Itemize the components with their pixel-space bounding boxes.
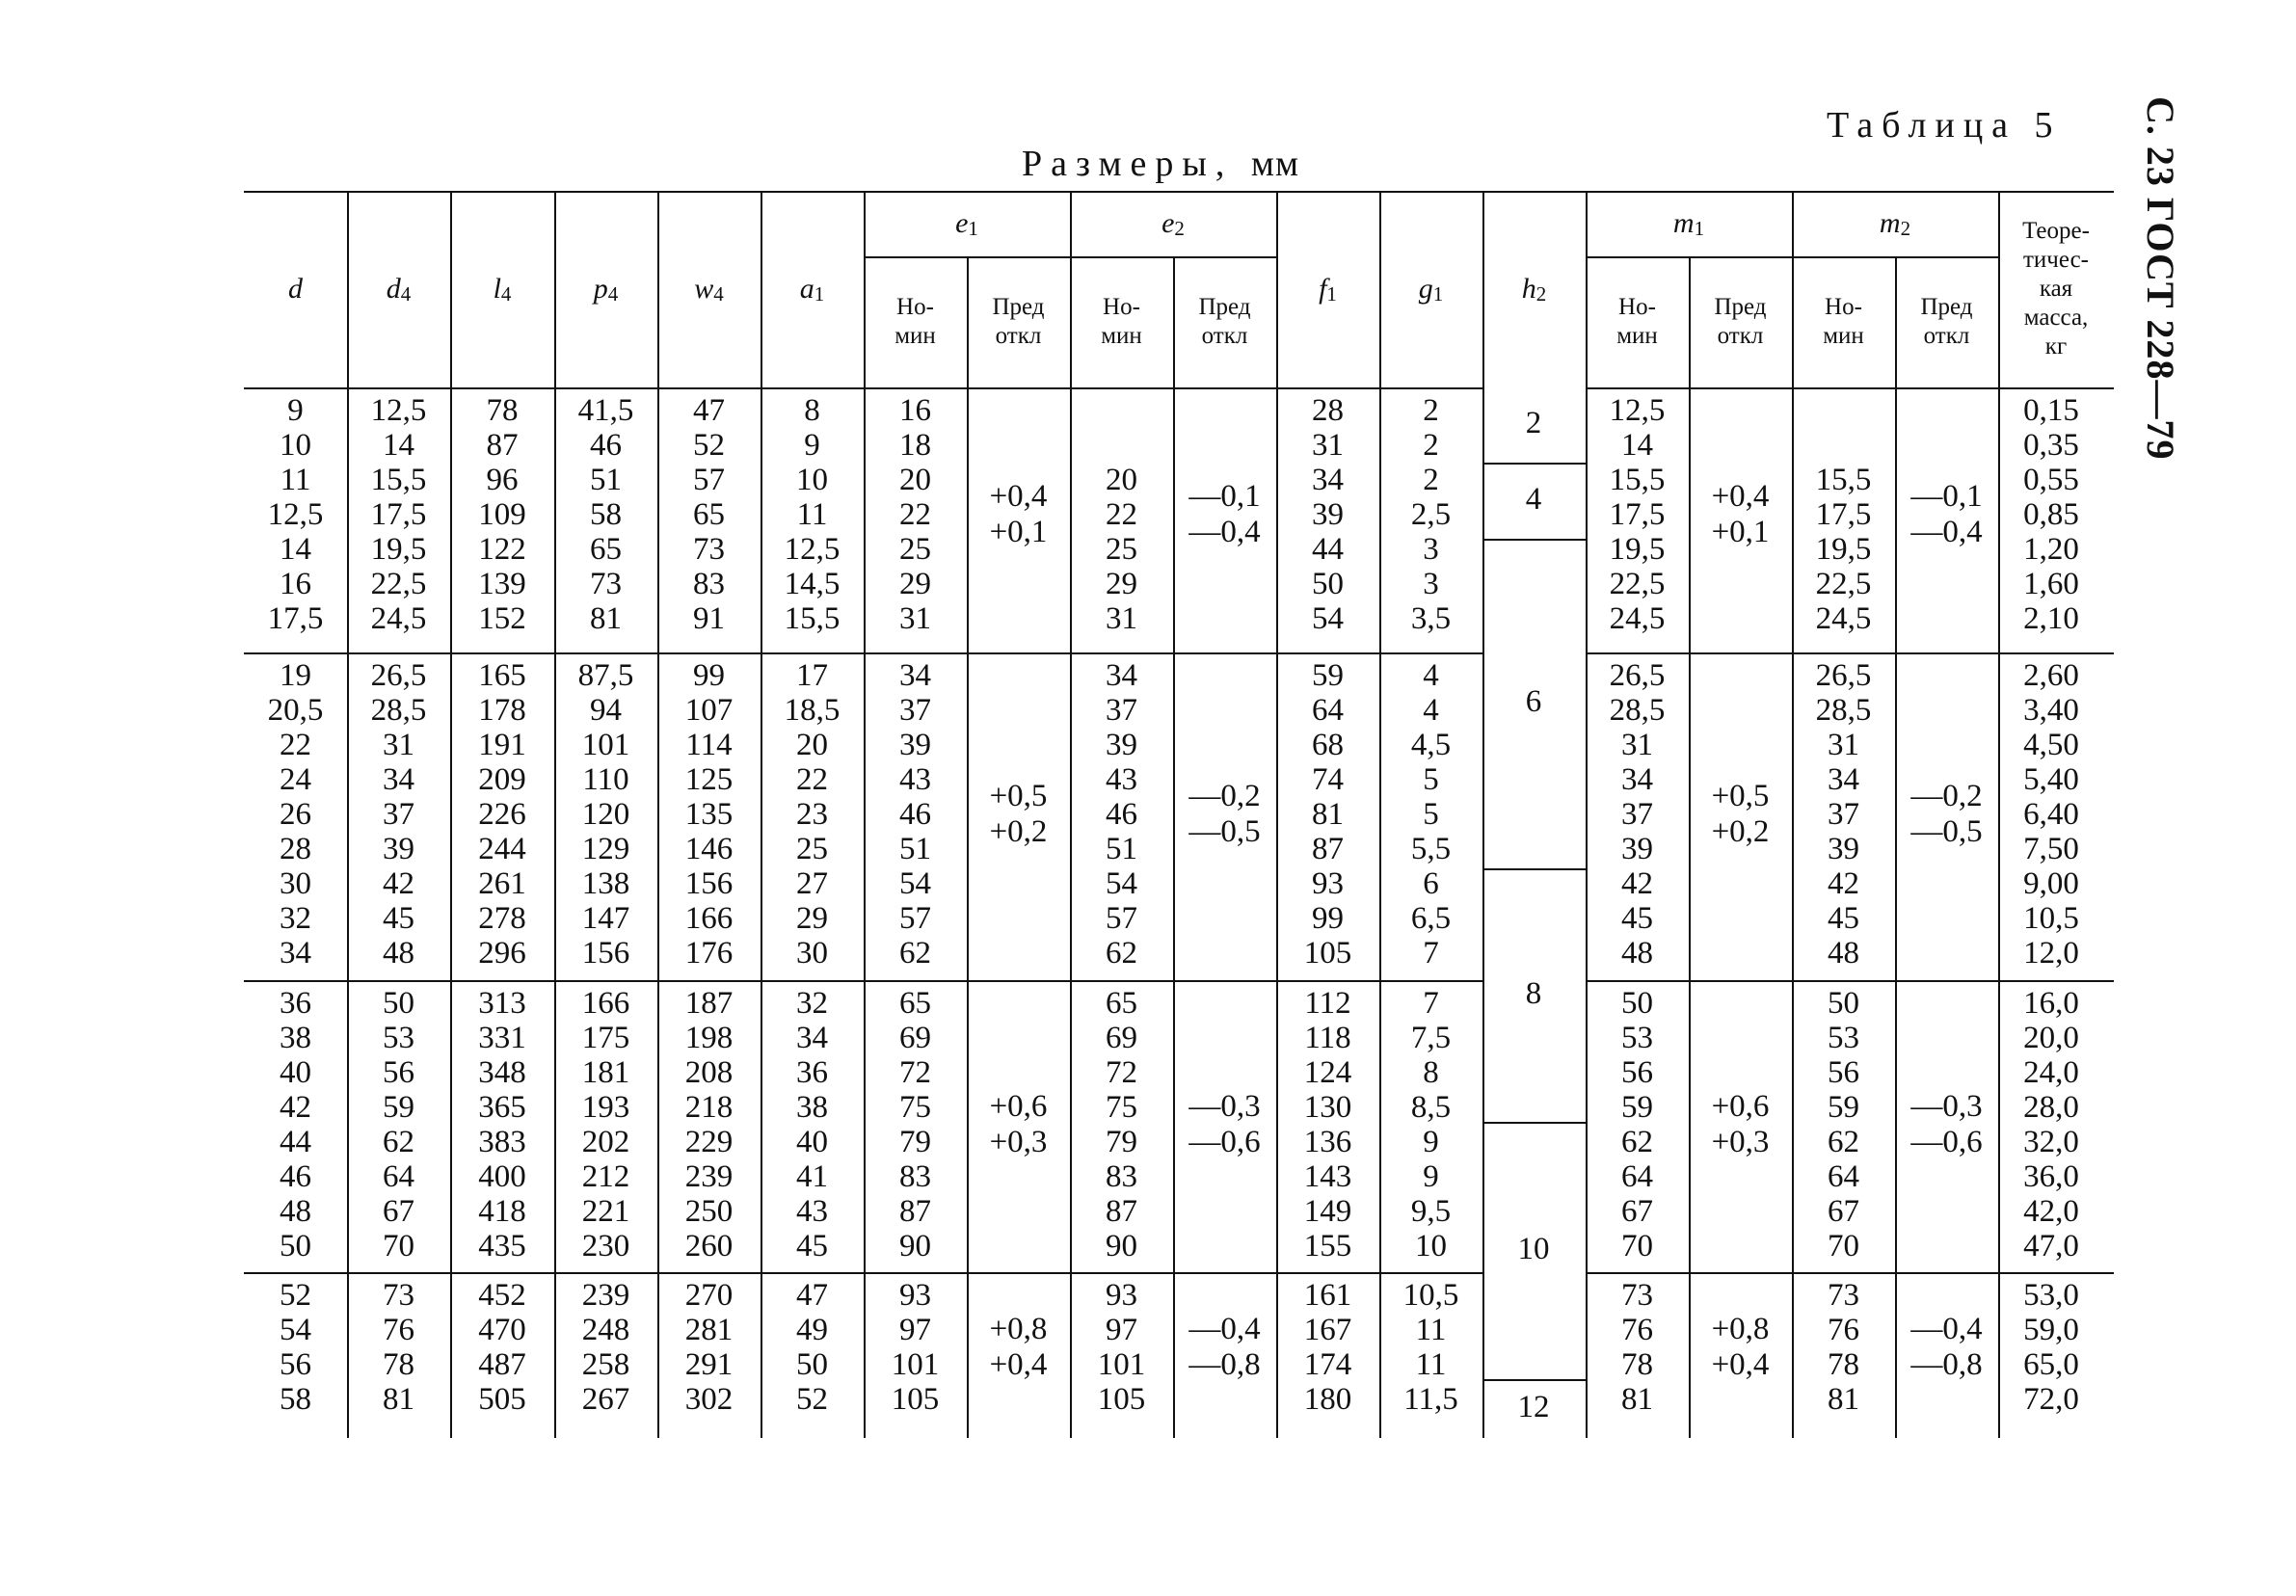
column-e1-nom: 93 97 101 105 — [891, 1278, 940, 1417]
header-l4: l 4 — [493, 272, 512, 306]
column-g1: 2 2 2 2,5 3 3 3,5 — [1410, 393, 1452, 636]
caption-text: Размеры, — [1022, 144, 1234, 184]
column-a1: 8 9 10 11 12,5 14,5 15,5 — [784, 393, 841, 636]
table-number: Таблица 5 — [1827, 105, 2062, 146]
tolerance-e2-tol: —0,2 —0,5 — [1188, 779, 1261, 849]
tolerance-e1-tol: +0,4 +0,1 — [989, 479, 1048, 549]
column-m1-nom: 50 53 56 59 62 64 67 70 — [1621, 986, 1653, 1264]
header-m1-deviation: Пред откл — [1714, 293, 1767, 349]
h2-value: 10 — [1517, 1231, 1550, 1266]
column-g1: 10,5 11 11 11,5 — [1402, 1278, 1459, 1417]
column-p4: 41,5 46 51 58 65 73 81 — [577, 393, 634, 636]
tolerance-m2-tol: —0,3 —0,6 — [1910, 1089, 1983, 1159]
header-m2: m 2 — [1879, 206, 1911, 241]
h2-rule — [1482, 1379, 1586, 1381]
header-e1-nominal: Но- мин — [894, 293, 936, 349]
column-a1: 17 18,5 20 22 23 25 27 29 30 — [784, 658, 841, 971]
column-l4: 165 178 191 209 226 244 261 278 296 — [478, 658, 526, 971]
header-e2: e 2 — [1161, 206, 1185, 241]
header-mass: Теоре- тичес- кая масса, кг — [2022, 218, 2090, 359]
column-w4: 270 281 291 302 — [684, 1278, 734, 1417]
column-p4: 239 248 258 267 — [581, 1278, 630, 1417]
column-mass: 2,60 3,40 4,50 5,40 6,40 7,50 9,00 10,5 12,0 — [2023, 658, 2079, 971]
column-p4: 166 175 181 193 202 212 221 230 — [581, 986, 630, 1264]
column-d: 19 20,5 22 24 26 28 30 32 34 — [267, 658, 324, 971]
column-e2-nom: 20 22 25 29 31 — [1106, 463, 1137, 636]
header-a1: a 1 — [799, 272, 825, 306]
column-d4: 73 76 78 81 — [383, 1278, 414, 1417]
group-rule — [244, 980, 1482, 982]
column-e1-nom: 34 37 39 43 46 51 54 57 62 — [899, 658, 931, 971]
tolerance-m1-tol: +0,6 +0,3 — [1711, 1089, 1770, 1159]
group-rule — [1586, 652, 2114, 654]
column-f1: 161 167 174 180 — [1303, 1278, 1352, 1417]
tolerance-e1-tol: +0,8 +0,4 — [989, 1312, 1048, 1382]
header-e2-nominal: Но- мин — [1101, 293, 1142, 349]
column-mass: 53,0 59,0 65,0 72,0 — [2023, 1278, 2079, 1417]
header-bottom-rule — [1586, 387, 2114, 389]
column-m1-nom: 73 76 78 81 — [1621, 1278, 1653, 1417]
group-rule — [244, 1272, 1482, 1274]
h2-rule — [1482, 1122, 1586, 1124]
column-e2-nom: 34 37 39 43 46 51 54 57 62 — [1106, 658, 1137, 971]
h2-rule — [1482, 539, 1586, 541]
column-a1: 32 34 36 38 40 41 43 45 — [796, 986, 828, 1264]
column-d: 9 10 11 12,5 14 16 17,5 — [267, 393, 324, 636]
column-m2-nom: 26,5 28,5 31 34 37 39 42 45 48 — [1815, 658, 1872, 971]
column-m2-nom: 50 53 56 59 62 64 67 70 — [1828, 986, 1859, 1264]
tolerance-e1-tol: +0,6 +0,3 — [989, 1089, 1048, 1159]
header-w4: w 4 — [694, 272, 724, 306]
column-w4: 99 107 114 125 135 146 156 166 176 — [684, 658, 734, 971]
header-m1-nominal: Но- мин — [1616, 293, 1658, 349]
column-f1: 28 31 34 39 44 50 54 — [1312, 393, 1344, 636]
h2-rule — [1482, 868, 1586, 870]
column-f1: 112 118 124 130 136 143 149 155 — [1303, 986, 1352, 1264]
tolerance-e2-tol: —0,1 —0,4 — [1188, 479, 1261, 549]
h2-rule — [1482, 463, 1586, 465]
h2-value: 4 — [1525, 481, 1542, 517]
column-l4: 313 331 348 365 383 400 418 435 — [478, 986, 526, 1264]
column-e1-nom: 16 18 20 22 25 29 31 — [899, 393, 931, 636]
column-e2-nom: 93 97 101 105 — [1097, 1278, 1146, 1417]
column-m1-nom: 12,5 14 15,5 17,5 19,5 22,5 24,5 — [1609, 393, 1666, 636]
column-p4: 87,5 94 101 110 120 129 138 147 156 — [577, 658, 634, 971]
tolerance-m1-tol: +0,4 +0,1 — [1711, 479, 1770, 549]
tolerance-m2-tol: —0,4 —0,8 — [1910, 1312, 1983, 1382]
h2-value: 2 — [1525, 406, 1542, 440]
tolerance-m1-tol: +0,8 +0,4 — [1711, 1312, 1770, 1382]
column-l4: 452 470 487 505 — [478, 1278, 526, 1417]
header-f1: f 1 — [1319, 272, 1337, 306]
table-top-rule — [244, 191, 2114, 193]
tolerance-m2-tol: —0,1 —0,4 — [1910, 479, 1983, 549]
column-w4: 187 198 208 218 229 239 250 260 — [684, 986, 734, 1264]
column-d4: 12,5 14 15,5 17,5 19,5 22,5 24,5 — [370, 393, 427, 636]
column-g1: 7 7,5 8 8,5 9 9 9,5 10 — [1410, 986, 1452, 1264]
header-g1: g 1 — [1418, 272, 1444, 306]
caption-unit: мм — [1250, 144, 1300, 184]
column-m2-nom: 73 76 78 81 — [1828, 1278, 1859, 1417]
tolerance-e2-tol: —0,3 —0,6 — [1188, 1089, 1261, 1159]
table-caption — [1022, 143, 1299, 185]
column-d4: 26,5 28,5 31 34 37 39 42 45 48 — [370, 658, 427, 971]
column-w4: 47 52 57 65 73 83 91 — [693, 393, 725, 636]
tolerance-e2-tol: —0,4 —0,8 — [1188, 1312, 1261, 1382]
column-e2-nom: 65 69 72 75 79 83 87 90 — [1106, 986, 1137, 1264]
header-m2-deviation: Пред откл — [1920, 293, 1973, 349]
header-d: d — [288, 272, 303, 305]
header-m1: m 1 — [1672, 206, 1705, 241]
tolerance-m1-tol: +0,5 +0,2 — [1711, 779, 1770, 849]
column-mass: 0,15 0,35 0,55 0,85 1,20 1,60 2,10 — [2023, 393, 2079, 636]
column-d: 36 38 40 42 44 46 48 50 — [280, 986, 311, 1264]
column-f1: 59 64 68 74 81 87 93 99 105 — [1303, 658, 1352, 971]
group-rule — [1586, 980, 2114, 982]
header-e1: e 1 — [955, 206, 978, 241]
column-m1-nom: 26,5 28,5 31 34 37 39 42 45 48 — [1609, 658, 1666, 971]
column-l4: 78 87 96 109 122 139 152 — [478, 393, 526, 636]
h2-value: 8 — [1525, 975, 1542, 1011]
h2-value: 6 — [1525, 684, 1542, 719]
column-d: 52 54 56 58 — [280, 1278, 311, 1417]
group-rule — [244, 652, 1482, 654]
column-m2-nom: 15,5 17,5 19,5 22,5 24,5 — [1815, 463, 1872, 636]
header-m2-nominal: Но- мин — [1823, 293, 1864, 349]
column-e1-nom: 65 69 72 75 79 83 87 90 — [899, 986, 931, 1264]
header-d4: d 4 — [386, 272, 412, 306]
column-d4: 50 53 56 59 62 64 67 70 — [383, 986, 414, 1264]
dimensions-table — [244, 191, 2114, 1438]
header-h2: h 2 — [1521, 272, 1547, 306]
tolerance-m2-tol: —0,2 —0,5 — [1910, 779, 1983, 849]
tolerance-e1-tol: +0,5 +0,2 — [989, 779, 1048, 849]
column-mass: 16,0 20,0 24,0 28,0 32,0 36,0 42,0 47,0 — [2023, 986, 2079, 1264]
header-e2-deviation: Пред откл — [1198, 293, 1251, 349]
h2-value: 12 — [1517, 1389, 1550, 1424]
header-p4: p 4 — [593, 272, 619, 306]
group-rule — [1586, 1272, 2114, 1274]
header-e1-deviation: Пред откл — [992, 293, 1045, 349]
running-head: С. 23 ГОСТ 228—79 — [2139, 96, 2182, 461]
column-g1: 4 4 4,5 5 5 5,5 6 6,5 7 — [1410, 658, 1452, 971]
column-a1: 47 49 50 52 — [796, 1278, 828, 1417]
